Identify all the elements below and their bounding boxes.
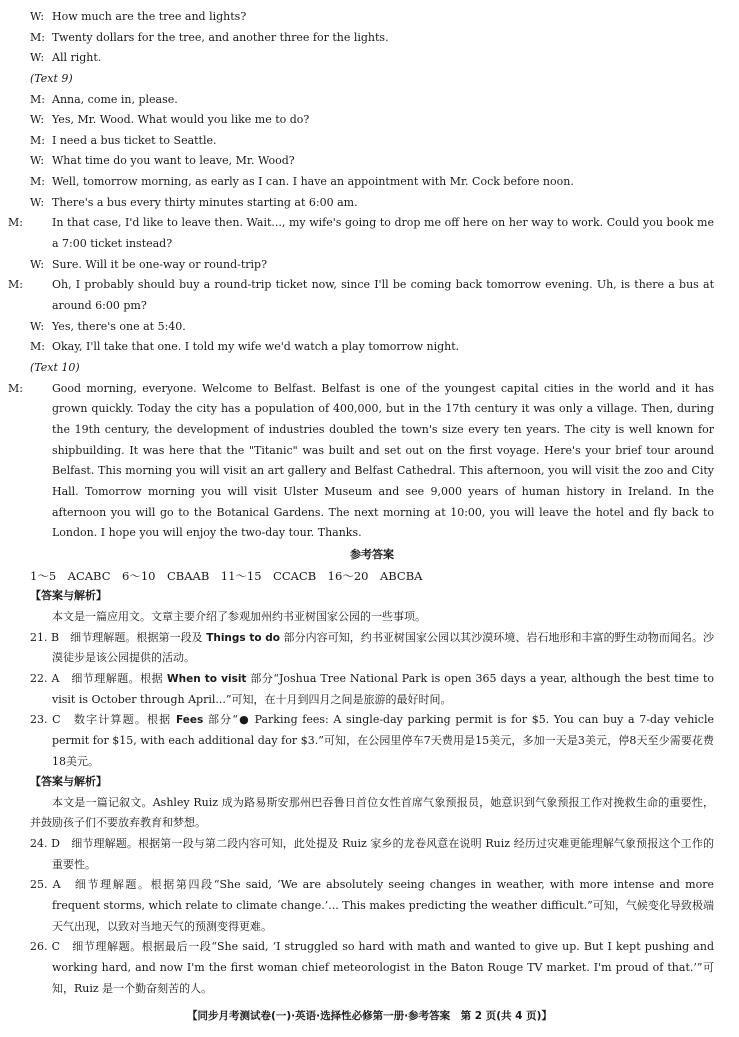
question-explanation-23 <box>30 710 714 772</box>
passage-summary: 本文是一篇应用文。文章主要介绍了参观加州约书亚树国家公园的一些事项。 <box>52 609 426 623</box>
speaker-label: W: <box>30 154 45 168</box>
dialogue-text: How much are the tree and lights? <box>52 10 247 23</box>
question-explanation-22 <box>30 669 714 710</box>
dialogue-line <box>30 110 714 131</box>
page-footer: 【同步月考测试卷(一)·英语·选择性必修第一册·参考答案 第 2 页(共 4 页)】 <box>187 1010 552 1022</box>
explanation-text: 部分“Joshua Tree National Park is open 365 days a year, although the best time to visit is October through April...”可知，在十月到四月之间是旅游的最好时间。 <box>52 671 714 706</box>
answers-title: 参考答案 <box>350 548 394 561</box>
dialogue-text: Yes, there's one at 5:40. <box>52 319 186 333</box>
dialogue-text: Anna, come in, please. <box>52 92 178 106</box>
dialogue-line <box>30 193 714 214</box>
speaker-label: M: <box>30 175 45 189</box>
dialogue-line <box>30 255 714 276</box>
speaker-label: M: <box>30 133 45 147</box>
dialogue-text: There's a bus every thirty minutes starting at 6:00 am. <box>52 195 358 209</box>
dialogue-line <box>30 7 714 28</box>
question-explanation-26: 26. C 细节理解题。根据最后一段“She said, ‘I struggled so hard with math and wanted to give up. But I kept pushing and working hard, and now I'm the first woman chief meteorologist in the Baton Rouge TV market. I'm proud of that.’”可知，Ruiz 是一个勤奋刻苦的人。 <box>30 940 714 995</box>
section-reference: Things to do <box>206 631 281 644</box>
dialogue-text: Oh, I probably should buy a round-trip ticket now, since I'll be coming back tomorrow evening. Uh, is there a bus at around 6:00 pm? <box>52 278 714 313</box>
explanation-heading: 【答案与解析】 <box>30 775 107 789</box>
speaker-label: W: <box>30 195 45 209</box>
dialogue-line <box>30 172 714 193</box>
dialogue-line <box>30 48 714 69</box>
speaker-label: W: <box>30 51 45 65</box>
question-explanation-21 <box>30 628 714 669</box>
speaker-label: W: <box>30 10 45 23</box>
answer-section <box>30 545 714 999</box>
dialogue-line <box>30 337 714 358</box>
dialogue-text: I need a bus ticket to Seattle. <box>52 133 217 147</box>
text-9-label: (Text 9) <box>30 71 73 85</box>
dialogue-text: Twenty dollars for the tree, and another three for the lights. <box>52 30 389 44</box>
dialogue-text: Yes, Mr. Wood. What would you like me to do? <box>52 113 310 127</box>
explanation-text: 21. B 细节理解题。根据第一段及 <box>30 630 207 644</box>
explanation-text: 22. A 细节理解题。根据 <box>30 671 168 685</box>
dialogue-line <box>8 379 714 544</box>
dialogue-text: Well, tomorrow morning, as early as I can. I have an appointment with Mr. Cock before noon. <box>52 175 574 189</box>
question-explanation-25: 25. A 细节理解题。根据第四段“She said, ‘We are absolutely seeing changes in weather, with more intense and more frequent storms, which relate to climate change.’... This makes predicting the weather difficult.”可知，气候变化导致极端天气出现，以致对当地天气的预测变得更难。 <box>30 878 714 933</box>
explanation-heading: 【答案与解析】 <box>30 589 107 603</box>
speaker-label: M: <box>8 278 23 292</box>
speaker-label: M: <box>30 92 45 106</box>
dialogue-text: Sure. Will it be one-way or round-trip? <box>52 257 267 271</box>
section-reference: When to visit <box>167 672 247 685</box>
dialogue-line <box>30 28 714 49</box>
dialogue-line <box>8 213 714 254</box>
speaker-label: M: <box>30 340 45 354</box>
explanation-text: 部分“● Parking fees: A single-day parking permit is for $5. You can buy a 7-day vehicle permit for $15, with each additional day for $3.”可知，在公园里停车7天费用是15美元，多加一天是3美元，停8天至少需要花费18美元。 <box>52 713 714 768</box>
speaker-label: M: <box>8 381 23 395</box>
question-explanation-24: 24. D 细节理解题。根据第一段与第二段内容可知，此处提及 Ruiz 家乡的龙卷风意在说明 Ruiz 经历过灾难更能理解气象预报这个工作的重要性。 <box>30 837 714 871</box>
dialogue-line <box>30 90 714 111</box>
speaker-label: W: <box>30 319 45 333</box>
speaker-label: W: <box>30 257 45 271</box>
dialogue-text: In that case, I'd like to leave then. Wait..., my wife's going to drop me off here on her way to work. Could you book me a 7:00 ticket instead? <box>52 216 714 251</box>
dialogue-text: Okay, I'll take that one. I told my wife we'd watch a play tomorrow night. <box>52 340 460 354</box>
text-10-label: (Text 10) <box>30 360 80 374</box>
dialogue-text: All right. <box>52 51 102 65</box>
dialogue-line <box>30 151 714 172</box>
explanation-text: 部分内容可知，约书亚树国家公园以其沙漠环境、岩石地形和丰富的野生动物而闻名。沙漠徒步是该公园提供的活动。 <box>52 630 714 665</box>
speaker-label: W: <box>30 113 45 127</box>
speaker-label: M: <box>8 216 23 230</box>
dialogue-line <box>8 275 714 316</box>
passage-summary: 本文是一篇记叙文。Ashley Ruiz 成为路易斯安那州巴吞鲁日首位女性首席气象预报员，她意识到气象预报工作对挽救生命的重要性，并鼓励孩子们不要放弃教育和梦想。 <box>30 795 714 830</box>
answer-key: 1～5 ACABC 6～10 CBAAB 11～15 CCACB 16～20 ABCBA <box>30 568 423 583</box>
dialogue-line <box>30 131 714 152</box>
listening-transcript <box>8 7 714 544</box>
section-reference: Fees <box>176 714 204 727</box>
dialogue-line <box>30 317 714 338</box>
dialogue-text: Good morning, everyone. Welcome to Belfast. Belfast is one of the youngest capital cities in the world and it has grown quickly. Today the city has a population of 400,000, but in the 17th century it was only a village. Then, during the 19th century, the development of industries doubled the town's size every ten years. The city is well known for shipbuilding. It was here that the "Titanic" was built and set out on the first voyage. Here's your brief tour around Belfast. This morning you will visit an art gallery and Belfast Cathedral. This afternoon, you will visit the zoo and City Hall. Tomorrow morning you will visit Ulster Museum and see 9,000 years of human history in Ireland. In the afternoon you will go to the Botanical Gardens. The next morning at 10:00, you will leave the hotel and fly back to London. I hope you will enjoy the two-day tour. Thanks. <box>52 381 714 540</box>
explanation-text: 23. C 数字计算题。根据 <box>30 713 177 727</box>
dialogue-text: What time do you want to leave, Mr. Wood? <box>52 154 295 168</box>
speaker-label: M: <box>30 30 45 44</box>
